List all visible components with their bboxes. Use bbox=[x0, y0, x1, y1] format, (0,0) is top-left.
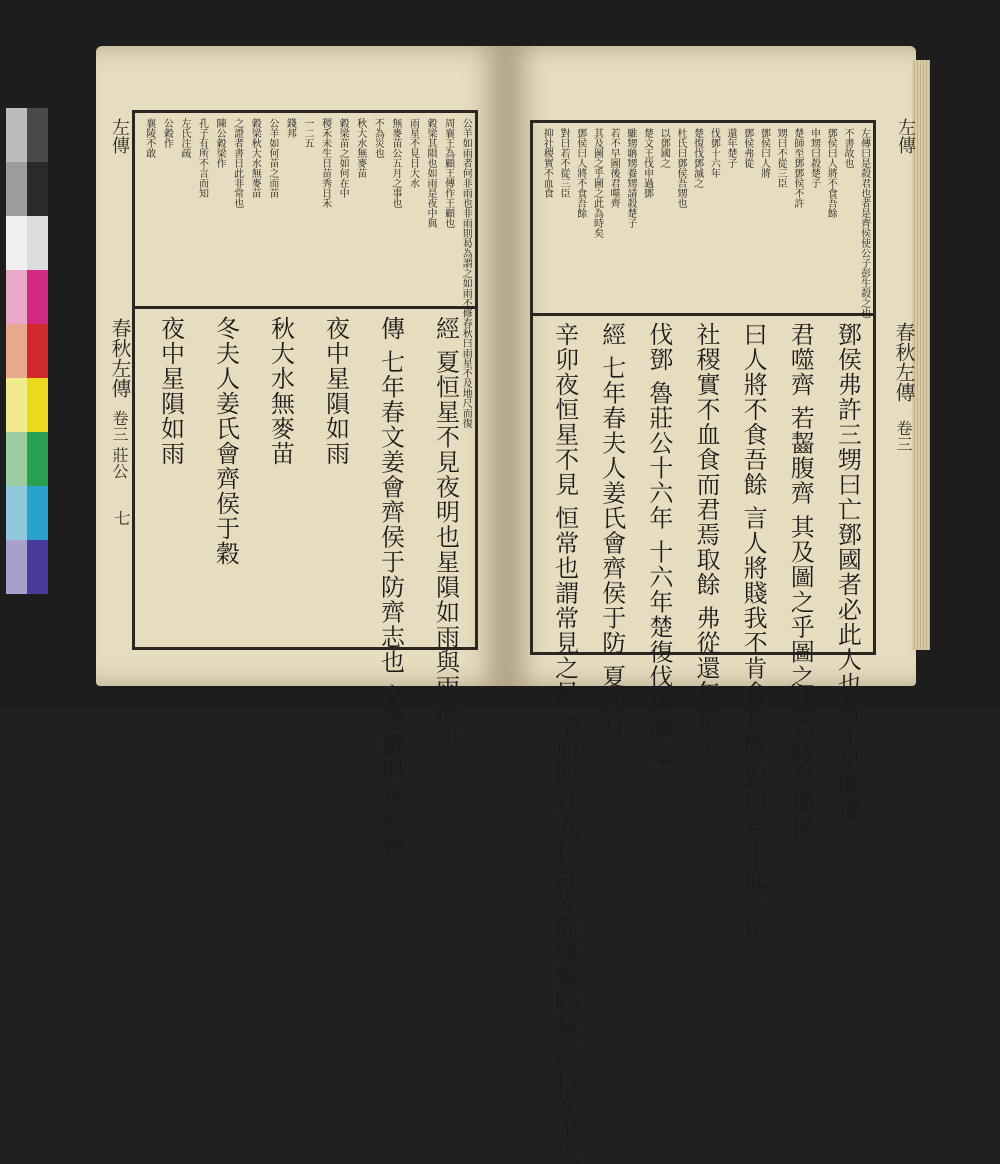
text-column: 左氏注疏 bbox=[178, 118, 190, 158]
color-swatch bbox=[6, 378, 27, 432]
text-column: 公穀作 bbox=[161, 118, 173, 148]
text-column: 公羊如雨者何非雨也非雨則曷為謂之如雨不修春秋曰雨星不及地尺而復 bbox=[460, 118, 472, 428]
text-column: 陳公穀梁作 bbox=[214, 118, 226, 168]
color-swatch bbox=[27, 432, 48, 486]
text-column: 稷禾未生日苗秀日禾 bbox=[319, 118, 331, 208]
text-column: 君噬齊 若齧腹齊 其及圖之乎圖之此為時矣鄧侯 bbox=[786, 322, 815, 840]
color-swatch-row bbox=[6, 270, 48, 324]
text-column: 經 七年春夫人姜氏會齊侯于防 夏四月 bbox=[597, 322, 626, 740]
color-swatch bbox=[6, 108, 27, 162]
text-column: 穀梁苗之如何在中 bbox=[337, 118, 349, 198]
text-column: 辛卯夜恒星不見 恒常也謂常見之星 辛卯四月五日月光尚微蓋時無雲日光不以 bbox=[550, 322, 579, 1164]
color-swatch bbox=[6, 216, 27, 270]
text-column: 鄧侯弗從 bbox=[741, 128, 753, 168]
text-column: 秋大水無麥苗 bbox=[354, 118, 366, 178]
text-column: 還年楚子 bbox=[725, 128, 737, 168]
color-swatch bbox=[27, 486, 48, 540]
color-swatch bbox=[6, 162, 27, 216]
text-column: 杜氏曰鄧侯吾甥也 bbox=[674, 128, 686, 208]
color-checker-strip bbox=[6, 108, 48, 594]
right-margin-title-top: 左傳 bbox=[895, 118, 916, 154]
text-column: 不為災也 bbox=[372, 118, 384, 158]
text-column: 鄧侯弗許三甥曰亡鄧國者必此人也若不早圖後 bbox=[833, 322, 862, 822]
color-swatch bbox=[6, 540, 27, 594]
color-swatch-row bbox=[6, 108, 48, 162]
left-section-divider bbox=[132, 306, 478, 309]
text-column: 申甥曰殺楚子 bbox=[808, 128, 820, 188]
color-swatch-row bbox=[6, 432, 48, 486]
left-margin-title-top: 左傳 bbox=[109, 118, 130, 154]
color-swatch bbox=[6, 486, 27, 540]
text-column: 秋大水無麥苗 bbox=[266, 316, 295, 466]
color-swatch bbox=[27, 162, 48, 216]
left-volume-label: 卷三 莊公 bbox=[110, 410, 129, 480]
text-column: 左傳曰是殺君也者是齊侯使公子彭生殺之也 bbox=[858, 128, 870, 318]
color-swatch bbox=[6, 324, 27, 378]
text-column: 鄧侯曰人將不食吾餘 bbox=[825, 128, 837, 218]
color-swatch-row bbox=[6, 378, 48, 432]
text-column: 穀梁秋大水無麥苗 bbox=[249, 118, 261, 198]
right-section-divider bbox=[530, 313, 876, 316]
right-volume-label: 卷三 bbox=[894, 420, 913, 452]
right-margin-title-bottom: 春秋左傳 bbox=[892, 322, 916, 402]
text-column: 錢邦 bbox=[284, 118, 296, 138]
color-swatch-row bbox=[6, 324, 48, 378]
text-column: 騅甥聃甥養甥請殺楚子 bbox=[624, 128, 636, 228]
color-swatch-row bbox=[6, 216, 48, 270]
text-column: 無麥苗公五月之事也 bbox=[389, 118, 401, 208]
text-column: 楚師至鄧鄧侯不許 bbox=[791, 128, 803, 208]
text-column: 穀梁其隕也如雨是夜中與 bbox=[425, 118, 437, 228]
text-column: 抑社稷實不血食 bbox=[541, 128, 553, 198]
text-column: 經 夏恒星不見夜明也星隕如雨與雨偕也 bbox=[431, 316, 460, 750]
color-swatch bbox=[27, 324, 48, 378]
text-column: 對曰若不從三臣 bbox=[558, 128, 570, 198]
color-swatch bbox=[6, 270, 27, 324]
color-swatch-row bbox=[6, 162, 48, 216]
text-column: 曰人將不食吾餘 言人將賤我不肯食我餘 對曰若不從三臣 bbox=[739, 322, 768, 940]
text-column: 孔子有所不言而知 bbox=[196, 118, 208, 198]
color-swatch bbox=[27, 540, 48, 594]
text-column: 以鄧國之 bbox=[658, 128, 670, 168]
text-column: 楚文王伐申過鄧 bbox=[641, 128, 653, 198]
color-swatch bbox=[6, 432, 27, 486]
text-column: 襄陵不敢 bbox=[143, 118, 155, 158]
color-swatch-row bbox=[6, 540, 48, 594]
text-column: 其及圖之乎圖之此為時矣 bbox=[591, 128, 603, 238]
text-column: 雨星不見日大水 bbox=[407, 118, 419, 188]
text-column: 公羊如何苗之而苗 bbox=[266, 118, 278, 198]
text-column: 夜中星隕如雨 bbox=[156, 316, 185, 466]
text-column: 若不早圖後君噬齊 bbox=[608, 128, 620, 208]
text-column: 冬夫人姜氏會齊侯于穀 bbox=[211, 316, 240, 566]
text-column: 鄧侯曰人將 bbox=[758, 128, 770, 178]
text-column: 一二五 bbox=[302, 118, 313, 148]
text-column: 周襄王為顧王傳作王顧也 bbox=[442, 118, 454, 228]
color-swatch bbox=[27, 270, 48, 324]
text-column: 傳 七年春文姜會齊侯于防齊志也 文姜數與齊侯會 bbox=[376, 316, 405, 859]
text-column: 甥曰不從三臣 bbox=[775, 128, 787, 188]
text-column: 伐鄧 魯莊公十六年 十六年楚復伐鄧滅之 bbox=[644, 322, 673, 765]
text-column: 之證者書日此非常也 bbox=[231, 118, 243, 208]
color-swatch bbox=[27, 108, 48, 162]
text-column: 鄧侯曰人將不食吾餘 bbox=[574, 128, 586, 218]
text-column: 社稷實不血食而君焉取餘 弗從還年楚子 bbox=[692, 322, 720, 756]
text-column: 不書故也 bbox=[841, 128, 853, 168]
left-margin-title-bottom: 春秋左傳 bbox=[108, 318, 132, 398]
color-swatch bbox=[27, 378, 48, 432]
text-column: 楚復伐鄧滅之 bbox=[691, 128, 703, 188]
text-column: 伐鄧十六年 bbox=[708, 128, 720, 178]
color-swatch bbox=[27, 216, 48, 270]
color-swatch-row bbox=[6, 486, 48, 540]
left-page-number: 七 bbox=[112, 510, 131, 526]
text-column: 夜中星隕如雨 bbox=[321, 316, 350, 466]
